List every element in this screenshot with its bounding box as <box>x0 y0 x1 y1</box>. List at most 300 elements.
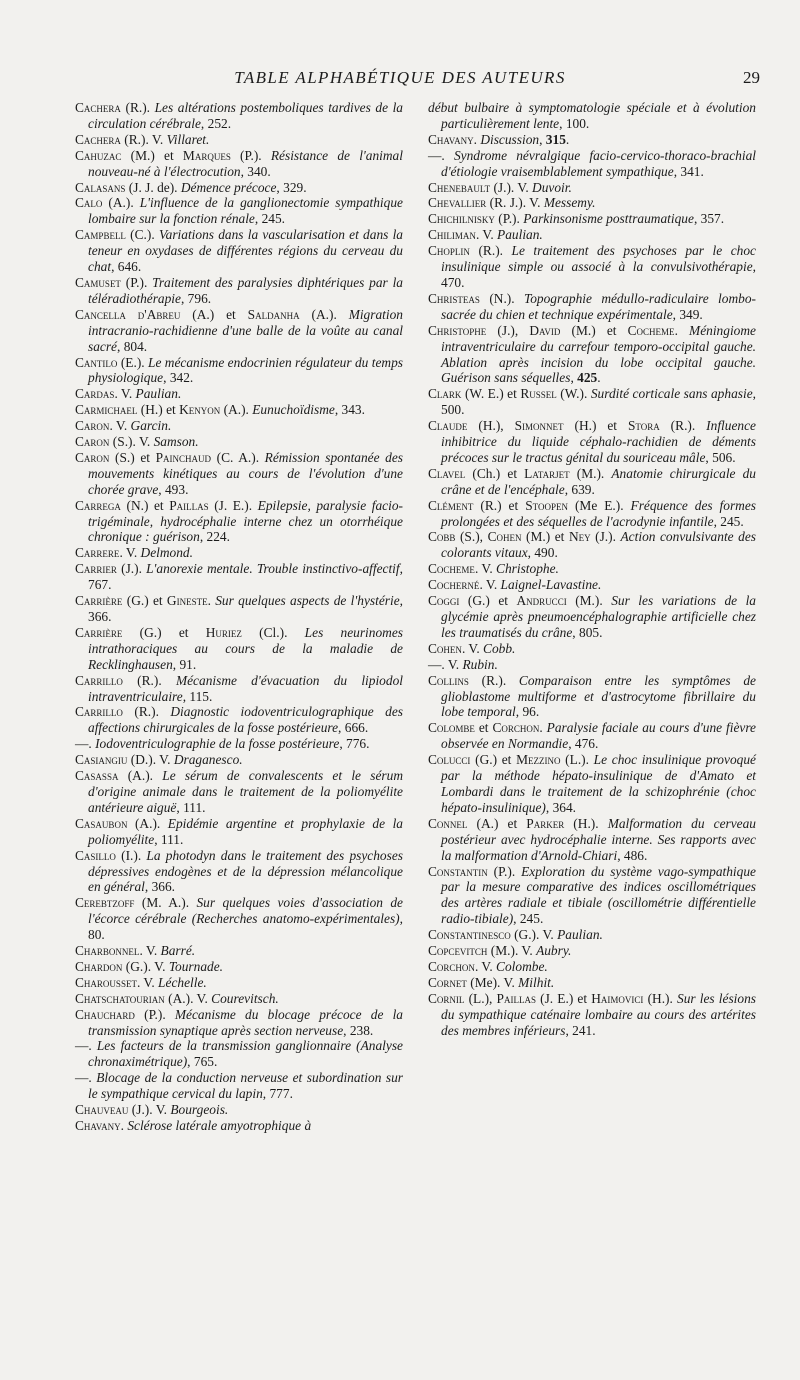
author-name: Chauchard <box>75 1006 135 1022</box>
article-title: Sur les variations de la glycémie après pneumoencéphalographie artificielle chez les traumatisés du crâne <box>441 593 756 640</box>
index-entry <box>428 864 756 928</box>
author-name: Cancella d'Abreu <box>75 306 181 322</box>
index-entry <box>75 752 403 768</box>
article-title: Traitement des paralysies diphtériques par la téléradiothérapie <box>88 274 403 306</box>
article-title: Le mécanisme endocrinien régulateur du temps physiologique <box>88 354 403 386</box>
index-entry <box>75 1007 403 1039</box>
author-name: Cahuzac <box>75 147 122 163</box>
author-name: Cardas <box>75 386 115 402</box>
article-title: Les facteurs de la transmission ganglionnaire (Analyse chronaximétrique) <box>88 1038 403 1070</box>
index-entry <box>428 577 756 593</box>
article-title: Les neurinomes intrathoraciques au cours de la maladie de Recklinghausen <box>88 624 403 672</box>
entry-text: (S.) et <box>109 449 156 465</box>
author-name: Chevallier <box>428 195 487 211</box>
entry-text: (A.). <box>299 306 349 322</box>
entry-text: , 366. <box>144 879 176 895</box>
article-title: Paulian. <box>557 927 603 943</box>
article-title: Epidémie argentine et prophylaxie de la poliomyélite <box>88 815 403 847</box>
author-name: Ney <box>568 529 591 545</box>
entry-text: , <box>570 370 578 386</box>
index-entry <box>428 291 756 323</box>
author-name: Mezzino <box>516 752 561 768</box>
entry-text: , 470. <box>441 259 756 290</box>
index-entry <box>428 641 756 657</box>
entry-text: , 776. <box>339 736 370 752</box>
article-title: Paralysie faciale au cours d'une fièvre observée en Normandie <box>441 720 756 752</box>
author-name: Cobb <box>428 529 456 545</box>
entry-text: , 765. <box>187 1054 218 1070</box>
entry-text: (R.) et <box>473 497 526 513</box>
index-entry <box>428 211 756 227</box>
author-name: Chenebault <box>428 179 491 195</box>
author-name: Calasans <box>75 179 126 195</box>
article-title: Cobb. <box>483 640 516 656</box>
entry-text: (N.) et <box>120 497 170 513</box>
entry-text: , 493. <box>158 481 189 497</box>
entry-text: , 342. <box>163 370 194 386</box>
entry-text: (R.). <box>468 672 519 688</box>
entry-text: (E.). <box>117 354 149 370</box>
index-entry <box>428 243 756 291</box>
entry-text: (M.) et <box>560 322 628 338</box>
article-title: Démence précoce <box>180 179 277 195</box>
article-title: Parkinsonisme posttraumatique <box>523 211 694 227</box>
entry-text: , 639. <box>564 481 595 497</box>
entry-text: . V. <box>109 418 131 434</box>
entry-text: , 364. <box>545 799 577 815</box>
entry-text: (Me). V. <box>466 974 519 990</box>
index-entry <box>75 434 403 450</box>
entry-text: (Me E.). <box>567 497 631 513</box>
author-name: Carrier <box>75 561 117 577</box>
article-title: Syndrome névralgique facio-cervico-thoraco-brachial d'étiologie vraisemblablement sympathique <box>441 147 756 179</box>
index-entry <box>428 975 756 991</box>
author-name: Kenyon <box>179 402 221 418</box>
entry-text: (J.). <box>116 561 147 577</box>
article-title: Influence inhibitrice du liquide céphalo-rachidien de déments précoces sur le tractus génital du souriceau mâle <box>441 418 756 465</box>
entry-text: (A.). <box>102 195 140 211</box>
author-name: Caron <box>75 449 110 465</box>
article-title: Christophe. <box>496 561 559 577</box>
index-entry <box>428 386 756 418</box>
author-name: Saldanha <box>247 306 300 322</box>
article-title: Le traitement des psychoses par le choc insulinique simple ou associé à la convulsivothérapie <box>441 243 756 275</box>
index-entry <box>428 498 756 530</box>
entry-text: (C.). <box>125 227 159 243</box>
entry-text: , 245. <box>713 513 744 529</box>
entry-text: , 486. <box>617 847 648 863</box>
entry-text: , 80. <box>88 911 403 943</box>
index-entry <box>75 418 403 434</box>
index-entry <box>75 275 403 307</box>
entry-text: . V. <box>474 958 497 974</box>
entry-text: (R.). <box>122 704 171 720</box>
entry-text: (J.). V. <box>128 1102 171 1118</box>
author-name: Parker <box>526 815 565 831</box>
author-name: Cocheme <box>627 322 675 338</box>
index-entry <box>428 816 756 864</box>
entry-text: . V. <box>475 227 498 243</box>
author-name: Clark <box>428 386 462 402</box>
article-title: Sur quelques voies d'association de l'écorce cérébrale (Recherches anatomo-expérimentales) <box>88 895 403 927</box>
author-name: Carrere <box>75 545 120 561</box>
entry-text: (J.), <box>486 322 530 338</box>
entry-text: , 506. <box>705 449 736 465</box>
entry-text: . V. <box>114 386 136 402</box>
entry-text: . V. <box>461 640 484 656</box>
entry-text: , 224. <box>199 529 230 545</box>
index-entry <box>75 386 403 402</box>
author-name: Copcevitch <box>428 943 488 959</box>
page-number: 29 <box>743 68 760 87</box>
author-name: Cerebtzoff <box>75 895 135 911</box>
right-column <box>428 100 756 1038</box>
index-entry <box>75 816 403 848</box>
entry-text: , 646. <box>111 259 142 275</box>
article-title: Delmond. <box>140 545 193 561</box>
entry-text: , 96. <box>515 704 540 720</box>
entry-text: et <box>474 720 493 736</box>
entry-text: (M.) et <box>521 529 569 545</box>
index-entry <box>75 148 403 180</box>
entry-text: (R.). <box>659 418 707 434</box>
entry-text: (H.). <box>643 990 678 1006</box>
entry-text: (A.). <box>127 815 168 831</box>
article-title: Malformation du cerveau postérieur avec hydrocéphalie interne. Ses rapports avec la malformation d'Arnold-Chiari <box>441 815 757 863</box>
entry-text: . <box>473 131 481 147</box>
entry-text: (A.). <box>220 402 253 418</box>
article-title: La photodyn dans le traitement des psychoses dépressives endogènes et de la dépression mélancolique en général <box>88 847 403 895</box>
entry-text: (G.) et <box>122 624 206 640</box>
author-name: Chavany <box>75 1118 121 1133</box>
entry-text: (A.) et <box>467 815 527 831</box>
entry-text: (R.). <box>122 672 176 688</box>
entry-text: . <box>674 322 690 338</box>
entry-text: (I.). <box>115 847 147 863</box>
entry-text: (P.). <box>120 274 153 290</box>
entry-text: , 238. <box>343 1022 374 1038</box>
author-name: Casillo <box>75 847 116 863</box>
entry-text: (R.). V. <box>120 131 167 147</box>
index-entry <box>75 100 403 132</box>
entry-text: (H.). <box>564 815 608 831</box>
index-entry <box>428 720 756 752</box>
author-name: Cocherné <box>428 577 480 593</box>
article-title: Barré. <box>160 943 196 959</box>
author-name: Caron <box>75 434 110 450</box>
index-entry <box>428 927 756 943</box>
entry-text: (P.). <box>487 863 522 879</box>
article-title: Diagnostic iodoventriculographique des affections chirurgicales de la fosse postérieure <box>88 704 403 736</box>
author-name: Constantin <box>428 863 488 879</box>
author-name: Charbonnel <box>75 943 140 959</box>
index-entry <box>428 418 756 466</box>
entry-text: (P.). <box>230 147 271 163</box>
entry-text: , <box>539 131 546 147</box>
entry-text: (A.). <box>118 768 163 784</box>
entry-text: (G.) et <box>459 593 517 609</box>
index-entry <box>75 355 403 387</box>
entry-text: . <box>120 1118 128 1133</box>
running-title: TABLE ALPHABÉTIQUE DES AUTEURS <box>234 68 566 87</box>
article-title: Résistance de l'animal nouveau-né à l'électrocution <box>88 147 403 179</box>
entry-text: (H.), <box>467 418 515 434</box>
author-name: Charousset <box>75 974 137 990</box>
author-name: Carrega <box>75 497 121 513</box>
author-name: Chardon <box>75 958 123 974</box>
article-title: Draganesco. <box>173 752 243 768</box>
entry-text: (W.). <box>556 386 591 402</box>
page-ref-bold: 425 <box>577 370 598 386</box>
author-name: Carrillo <box>75 704 123 720</box>
article-title: Méningiome intraventriculaire du carrefour temporo-occipital gauche. Ablation après incision du lobe occipital gauche. Guérison sans séquelles <box>441 322 756 386</box>
index-entry <box>428 323 756 387</box>
entry-text: —. <box>75 736 96 752</box>
index-entry <box>428 227 756 243</box>
index-entry <box>428 673 756 721</box>
author-name: Cachera <box>75 131 121 147</box>
entry-text: (M. A.). <box>134 895 197 911</box>
entry-text: (G.) et <box>470 752 517 768</box>
entry-text: (G.). V. <box>122 958 169 974</box>
article-title: L'influence de la ganglionectomie sympathique lombaire sur la fonction rénale <box>88 195 403 227</box>
author-name: Cantilo <box>75 354 118 370</box>
article-title: Léchelle. <box>158 974 207 990</box>
author-name: Connel <box>428 815 468 831</box>
entry-text: —. V. <box>428 656 463 672</box>
author-name: Corchon <box>492 720 540 736</box>
article-title: Rubin. <box>462 656 498 672</box>
article-title: L'anorexie mentale. Trouble instinctivo-affectif <box>146 561 400 577</box>
entry-text: . <box>597 370 601 386</box>
article-title: Tournade. <box>168 958 224 974</box>
article-title: Aubry. <box>536 943 572 959</box>
page-header <box>0 68 800 98</box>
author-name: Calo <box>75 195 103 211</box>
entry-text: , 245. <box>513 911 544 927</box>
entry-text: , 100. <box>559 115 590 131</box>
author-name: Casassa <box>75 768 119 784</box>
entry-text: . V. <box>139 943 161 959</box>
article-title: Rémission spontanée des mouvements kinétiques au cours de l'évolution d'une chorée grave <box>88 449 404 497</box>
author-name: Cocheme <box>428 561 475 577</box>
author-name: Clavel <box>428 465 466 481</box>
author-name: David <box>529 322 561 338</box>
author-name: Cornet <box>428 974 467 990</box>
article-title: Les altérations postemboliques tardives de la circulation cérébrale <box>88 100 403 131</box>
author-name: Collins <box>428 672 469 688</box>
index-entry <box>75 561 403 593</box>
author-name: Carrillo <box>75 672 123 688</box>
index-entry <box>75 402 403 418</box>
article-title: Paulian. <box>135 386 182 402</box>
index-entry <box>75 673 403 705</box>
index-entry <box>428 657 756 673</box>
entry-text: . V. <box>479 577 501 593</box>
article-title: Comparaison entre les symptômes de glioblastome multiforme et d'astrocytome fibrillaire du lobe temporal <box>441 672 756 720</box>
author-name: Colombe <box>428 720 475 736</box>
entry-text: (M.). <box>566 593 612 609</box>
entry-text: , 767. <box>88 561 403 593</box>
article-title: Courevitsch. <box>211 990 279 1006</box>
author-name: Carrière <box>75 624 123 640</box>
entry-text: (L.), <box>464 990 497 1006</box>
index-entry <box>428 959 756 975</box>
author-name: Christophe <box>428 322 487 338</box>
article-title: Sur les lésions du sympathique caténaire lombaire au cours des artérites des membres inférieurs <box>441 990 756 1038</box>
author-name: Chavany <box>428 131 474 147</box>
entry-text: , 777. <box>262 1086 293 1102</box>
author-name: Cachera <box>75 100 121 115</box>
article-title: Samson. <box>153 434 199 450</box>
entry-text: , 490. <box>527 545 558 561</box>
author-name: Andrucci <box>516 593 567 609</box>
entry-text: (R. J.). V. <box>486 195 544 211</box>
entry-text: , 805. <box>572 624 603 640</box>
index-entry <box>75 625 403 673</box>
page-ref-bold: 315 <box>545 131 566 147</box>
author-name: Paillas <box>496 990 536 1006</box>
article-title: Paulian. <box>497 227 543 243</box>
entry-text: , 804. <box>117 338 148 354</box>
entry-text: , 111. <box>176 799 206 815</box>
entry-text: (M.). V. <box>487 943 537 959</box>
index-entry <box>75 498 403 546</box>
index-entry <box>75 704 403 736</box>
author-name: Corchon <box>428 958 475 974</box>
index-entry <box>75 545 403 561</box>
article-title: Bourgeois. <box>170 1102 229 1118</box>
article-title: Garcin. <box>130 418 172 434</box>
article-title: Milhit. <box>518 974 555 990</box>
article-title: Variations dans la vascularisation et dans la teneur en oxydases de différentes régions du cerveau du chat <box>88 227 403 275</box>
index-entry <box>428 180 756 196</box>
article-title: Blocage de la conduction nerveuse et subordination sur le sympathique cervical du lapin <box>88 1070 403 1102</box>
index-entry <box>75 132 403 148</box>
index-entry <box>75 227 403 275</box>
entry-text: , 500. <box>441 386 757 418</box>
author-name: Chichilnisky <box>428 211 495 227</box>
entry-text: (H.) et <box>137 402 180 418</box>
author-name: Haimovici <box>591 990 644 1006</box>
entry-text: (S.), <box>455 529 488 545</box>
article-title: Laignel-Lavastine. <box>500 577 602 593</box>
entry-text: (P.). <box>494 211 524 227</box>
article-title: Le choc insulinique provoqué par la méthode hépato-insulinique de d'Amato et Lombardi dans le traitement de la schizophrénie (choc hépato-insulinique) <box>441 752 756 815</box>
index-entry <box>428 593 756 641</box>
index-entry <box>75 975 403 991</box>
author-name: Colucci <box>428 752 471 768</box>
entry-text: —. <box>75 1038 97 1054</box>
author-name: Camuset <box>75 274 121 290</box>
author-name: Caron <box>75 418 110 434</box>
entry-text: (J. J. de). <box>125 179 181 195</box>
author-name: Constantinesco <box>428 927 511 943</box>
entry-text: (J. E.). <box>208 497 258 513</box>
article-title: Exploration du système vago-sympathique par la mesure comparative des indices oscillométriques des artères radiale et tibiale (oscillométrie différentielle radio-tibiale) <box>441 863 756 927</box>
index-entry <box>75 307 403 355</box>
index-entry <box>428 561 756 577</box>
author-name: Gineste <box>166 593 208 609</box>
entry-text: , 476. <box>568 736 599 752</box>
entry-text: , 91. <box>172 656 197 672</box>
entry-text: . V. <box>119 545 141 561</box>
author-name: Campbell <box>75 227 126 243</box>
entry-text: (G.) et <box>122 593 167 609</box>
entry-text: . <box>565 131 570 147</box>
entry-text: , 115. <box>182 688 213 704</box>
article-title: Mécanisme du blocage précoce de la transmission synaptique après section nerveuse <box>88 1006 403 1038</box>
author-name: Painchaud <box>155 449 212 465</box>
index-entry <box>75 848 403 896</box>
entry-text: , 366. <box>88 593 403 624</box>
author-name: Chatschatourian <box>75 990 165 1006</box>
entry-text: , 343. <box>334 402 365 418</box>
article-title: début bulbaire à symptomatologie spéciale et à évolution particulièrement lente <box>428 100 756 131</box>
author-name: Claude <box>428 418 468 434</box>
article-title: Migration intracranio-rachidienne d'une balle de la voûte au canal sacré <box>88 306 403 354</box>
index-entry <box>428 195 756 211</box>
article-title: Sclérose latérale amyotrophique à <box>127 1118 312 1133</box>
author-name: Casaubon <box>75 815 128 831</box>
author-name: Simonnet <box>514 418 564 434</box>
index-entry <box>75 768 403 816</box>
entry-text: —. <box>428 147 454 163</box>
article-title: Anatomie chirurgicale du crâne et de l'encéphale <box>441 465 757 497</box>
article-title: Messemy. <box>543 195 596 211</box>
entry-text: (J. E.) et <box>535 990 592 1006</box>
entry-text: . V. <box>474 561 497 577</box>
entry-text: (C. A.). <box>211 449 265 465</box>
entry-text: (Ch.) et <box>465 465 525 481</box>
author-name: Chauveau <box>75 1102 129 1118</box>
author-name: Stoopen <box>525 497 568 513</box>
index-entry <box>75 959 403 975</box>
index-entry <box>428 991 756 1039</box>
index-entry <box>75 1118 403 1134</box>
author-name: Casiangiu <box>75 752 128 768</box>
author-name: Carmichael <box>75 402 138 418</box>
entry-text: , 241. <box>565 1022 596 1038</box>
entry-text: (L.). <box>560 752 594 768</box>
entry-text: , 796. <box>180 290 212 306</box>
article-title: Sur quelques aspects de l'hystérie <box>215 593 400 609</box>
entry-text: , 329. <box>276 179 307 195</box>
article-title: Topographie médullo-radiculaire lombo-sacrée du chien et technique expérimentale <box>441 290 756 322</box>
index-entry <box>428 148 756 180</box>
author-name: Clément <box>428 497 474 513</box>
index-entry <box>75 991 403 1007</box>
author-name: Latarjet <box>524 465 570 481</box>
entry-text: (W. E.) et <box>461 386 521 402</box>
index-entry <box>428 529 756 561</box>
entry-text: , 349. <box>672 306 703 322</box>
article-title: Surdité corticale sans aphasie <box>590 386 753 402</box>
entry-text: (J.). V. <box>490 179 533 195</box>
index-entry <box>428 100 756 132</box>
author-name: Coggi <box>428 593 460 609</box>
entry-text: —. <box>75 1070 97 1086</box>
entry-text: . <box>539 720 547 736</box>
entry-text: (R.). <box>120 100 155 115</box>
author-name: Huriez <box>205 624 242 640</box>
entry-text: . <box>207 593 216 609</box>
index-entry <box>75 450 403 498</box>
index-entry <box>428 943 756 959</box>
article-title: Colombe. <box>496 958 548 974</box>
index-entry <box>428 132 756 148</box>
article-title: Iodoventriculographie de la fosse postérieure <box>95 736 340 752</box>
